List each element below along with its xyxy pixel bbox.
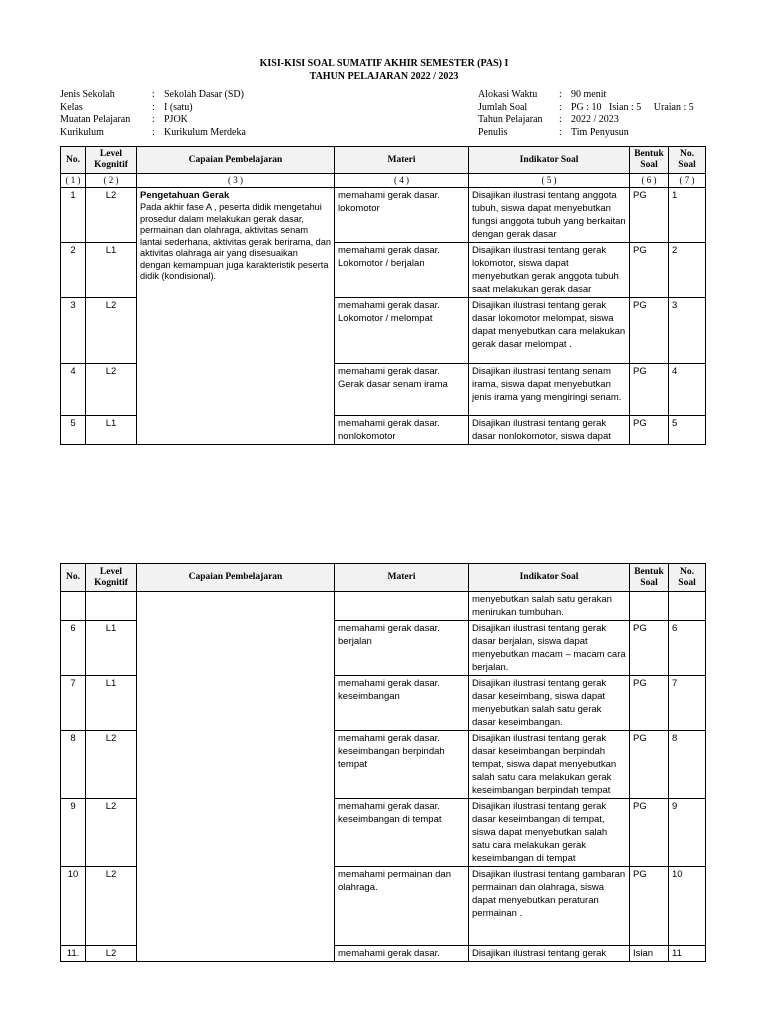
row-indikator: Disajikan ilustrasi tentang gerak dasar keseimbangan di tempat, siswa dapat menyebutkan salah satu cara melakukan gerak keseimbangan di tempat xyxy=(469,799,630,867)
column-number: ( 7 ) xyxy=(669,174,706,188)
meta-value: 90 menit xyxy=(571,89,607,100)
capaian-cell xyxy=(137,188,335,445)
meta-colon: : xyxy=(152,114,155,125)
row-materi: memahami gerak dasar. nonlokomotor xyxy=(335,416,469,445)
column-number: ( 1 ) xyxy=(61,174,86,188)
row-indikator: Disajikan ilustrasi tentang gerak lokomotor, siswa dapat menyebutkan gerak anggota tubuh saat melakukan gerak dasar xyxy=(469,243,630,298)
row-no xyxy=(61,592,86,621)
row-indikator: Disajikan ilustrasi tentang senam irama, siswa dapat menyebutkan jenis irama yang mengiringi senam. xyxy=(469,364,630,416)
row-level: L2 xyxy=(86,946,137,962)
row-indikator: Disajikan ilustrasi tentang gerak dasar keseimbang, siswa dapat menyebutkan salah satu gerak dasar keseimbangan. xyxy=(469,676,630,731)
header-materi: Materi xyxy=(335,147,469,174)
meta-right xyxy=(478,89,694,139)
meta-label: Kurikulum xyxy=(60,126,104,138)
meta-label: Jumlah Soal xyxy=(478,101,528,113)
row-no: 5 xyxy=(61,416,86,445)
table-row-continued xyxy=(61,592,706,621)
row-nosoal xyxy=(669,592,706,621)
column-number: ( 3 ) xyxy=(137,174,335,188)
row-materi: memahami gerak dasar. xyxy=(335,946,469,962)
row-no: 11. xyxy=(61,946,86,962)
header-no: No. xyxy=(61,564,86,592)
meta-row xyxy=(60,89,246,102)
meta-label: Alokasi Waktu xyxy=(478,89,538,100)
header-bentuk: Bentuk Soal xyxy=(630,564,669,592)
row-materi: memahami gerak dasar. keseimbangan di tempat xyxy=(335,799,469,867)
capaian-heading: Pengetahuan Gerak xyxy=(140,190,230,201)
row-level: L2 xyxy=(86,867,137,946)
meta-colon: : xyxy=(559,126,562,138)
row-nosoal: 11 xyxy=(669,946,706,962)
header-bentuk: Bentuk Soal xyxy=(630,147,669,174)
column-number: ( 5 ) xyxy=(469,174,630,188)
kisi-kisi-table-page-2 xyxy=(60,563,706,962)
kisi-kisi-table-page-1 xyxy=(60,146,706,445)
meta-colon: : xyxy=(152,101,155,113)
row-nosoal: 6 xyxy=(669,621,706,676)
header-materi: Materi xyxy=(335,564,469,592)
meta-row xyxy=(478,89,694,102)
meta-value: Tim Penyusun xyxy=(571,126,629,138)
header-capaian: Capaian Pembelajaran xyxy=(137,147,335,174)
row-bentuk: Isian xyxy=(630,946,669,962)
row-bentuk: PG xyxy=(630,676,669,731)
meta-label: Jenis Sekolah xyxy=(60,89,115,100)
meta-colon: : xyxy=(559,114,562,125)
meta-row xyxy=(478,102,694,115)
column-number-row xyxy=(61,174,706,188)
meta-colon: : xyxy=(559,89,562,100)
row-level: L2 xyxy=(86,364,137,416)
row-nosoal: 5 xyxy=(669,416,706,445)
row-materi: memahami gerak dasar. lokomotor xyxy=(335,188,469,243)
meta-colon: : xyxy=(559,101,562,113)
row-bentuk: PG xyxy=(630,867,669,946)
row-materi xyxy=(335,592,469,621)
meta-value: I (satu) xyxy=(164,101,193,113)
row-bentuk: PG xyxy=(630,364,669,416)
row-no: 9 xyxy=(61,799,86,867)
row-nosoal: 2 xyxy=(669,243,706,298)
meta-row xyxy=(478,127,694,140)
row-nosoal: 10 xyxy=(669,867,706,946)
row-nosoal: 8 xyxy=(669,731,706,799)
header-level: Level Kognitif xyxy=(86,147,137,174)
row-nosoal: 9 xyxy=(669,799,706,867)
row-no: 7 xyxy=(61,676,86,731)
row-materi: memahami gerak dasar. Gerak dasar senam irama xyxy=(335,364,469,416)
table-row xyxy=(61,188,706,243)
document-subtitle: TAHUN PELAJARAN 2022 / 2023 xyxy=(309,71,459,82)
header-capaian: Capaian Pembelajaran xyxy=(137,564,335,592)
row-materi: memahami gerak dasar. Lokomotor / melompat xyxy=(335,298,469,364)
meta-left xyxy=(60,89,246,139)
row-nosoal: 4 xyxy=(669,364,706,416)
row-materi: memahami gerak dasar. Lokomotor / berjalan xyxy=(335,243,469,298)
row-nosoal: 3 xyxy=(669,298,706,364)
row-no: 1 xyxy=(61,188,86,243)
row-level: L1 xyxy=(86,621,137,676)
row-indikator: Disajikan ilustrasi tentang anggota tubuh, siswa dapat menyebutkan fungsi anggota tubuh yang berkaitan dengan gerak dasar xyxy=(469,188,630,243)
row-indikator: menyebutkan salah satu gerakan menirukan tumbuhan. xyxy=(469,592,630,621)
meta-label: Penulis xyxy=(478,126,508,138)
capaian-cell xyxy=(137,592,335,962)
row-nosoal: 1 xyxy=(669,188,706,243)
row-indikator: Disajikan ilustrasi tentang gerak xyxy=(469,946,630,962)
row-no: 6 xyxy=(61,621,86,676)
row-indikator: Disajikan ilustrasi tentang gerak dasar keseimbangan berpindah tempat, siswa dapat menyebutkan salah satu cara melakukan gerak keseimbangan berpindah tempat xyxy=(469,731,630,799)
capaian-text: Pada akhir fase A , peserta didik mengetahui prosedur dalam melakukan gerak dasar, permainan dan olahraga, aktivitas senam lantai sederhana, aktivitas gerak berirama, dan aktivitas olahraga air yang disesuaikan dengan kemampuan juga karakteristik peserta didik (kondisional). xyxy=(140,202,332,281)
row-level xyxy=(86,592,137,621)
column-number: ( 2 ) xyxy=(86,174,137,188)
meta-colon: : xyxy=(152,89,155,100)
row-level: L1 xyxy=(86,416,137,445)
row-level: L1 xyxy=(86,243,137,298)
meta-row xyxy=(60,102,246,115)
row-materi: memahami gerak dasar. keseimbangan berpindah tempat xyxy=(335,731,469,799)
row-level: L1 xyxy=(86,676,137,731)
row-bentuk xyxy=(630,592,669,621)
column-number: ( 4 ) xyxy=(335,174,469,188)
column-number: ( 6 ) xyxy=(630,174,669,188)
meta-row xyxy=(60,114,246,127)
row-bentuk: PG xyxy=(630,188,669,243)
row-level: L2 xyxy=(86,799,137,867)
row-no: 10 xyxy=(61,867,86,946)
row-no: 4 xyxy=(61,364,86,416)
header-level: Level Kognitif xyxy=(86,564,137,592)
header-nosoal: No. Soal xyxy=(669,564,706,592)
meta-value: PJOK xyxy=(164,114,188,125)
header-no: No. xyxy=(61,147,86,174)
table-header-row xyxy=(61,564,706,592)
header-indikator: Indikator Soal xyxy=(469,564,630,592)
row-materi: memahami permainan dan olahraga. xyxy=(335,867,469,946)
row-bentuk: PG xyxy=(630,298,669,364)
row-bentuk: PG xyxy=(630,799,669,867)
meta-value: Kurikulum Merdeka xyxy=(164,126,246,138)
row-bentuk: PG xyxy=(630,731,669,799)
meta-label: Muatan Pelajaran xyxy=(60,114,131,125)
row-no: 2 xyxy=(61,243,86,298)
row-nosoal: 7 xyxy=(669,676,706,731)
row-indikator: Disajikan ilustrasi tentang gambaran permainan dan olahraga, siswa dapat menyebutkan peraturan permainan . xyxy=(469,867,630,946)
row-level: L2 xyxy=(86,298,137,364)
row-bentuk: PG xyxy=(630,243,669,298)
row-indikator: Disajikan ilustrasi tentang gerak dasar lokomotor melompat, siswa dapat menyebutkan cara melakukan gerak dasar melompat . xyxy=(469,298,630,364)
meta-colon: : xyxy=(152,126,155,138)
row-no: 8 xyxy=(61,731,86,799)
header-nosoal: No. Soal xyxy=(669,147,706,174)
document-title: KISI-KISI SOAL SUMATIF AKHIR SEMESTER (PAS) I xyxy=(259,58,509,69)
row-materi: memahami gerak dasar. berjalan xyxy=(335,621,469,676)
row-bentuk: PG xyxy=(630,416,669,445)
meta-row xyxy=(60,127,246,140)
meta-value: PG : 10 Isian : 5 Uraian : 5 xyxy=(571,101,694,113)
row-no: 3 xyxy=(61,298,86,364)
header-indikator: Indikator Soal xyxy=(469,147,630,174)
meta-value: Sekolah Dasar (SD) xyxy=(164,89,244,100)
table-header-row xyxy=(61,147,706,174)
row-level: L2 xyxy=(86,731,137,799)
meta-label: Tahun Pelajaran xyxy=(478,114,543,125)
meta-row xyxy=(478,114,694,127)
row-indikator: Disajikan ilustrasi tentang gerak dasar nonlokomotor, siswa dapat xyxy=(469,416,630,445)
row-indikator: Disajikan ilustrasi tentang gerak dasar berjalan, siswa dapat menyebutkan macam – macam cara berjalan. xyxy=(469,621,630,676)
row-bentuk: PG xyxy=(630,621,669,676)
meta-value: 2022 / 2023 xyxy=(571,114,619,125)
row-materi: memahami gerak dasar. keseimbangan xyxy=(335,676,469,731)
row-level: L2 xyxy=(86,188,137,243)
meta-label: Kelas xyxy=(60,101,83,113)
